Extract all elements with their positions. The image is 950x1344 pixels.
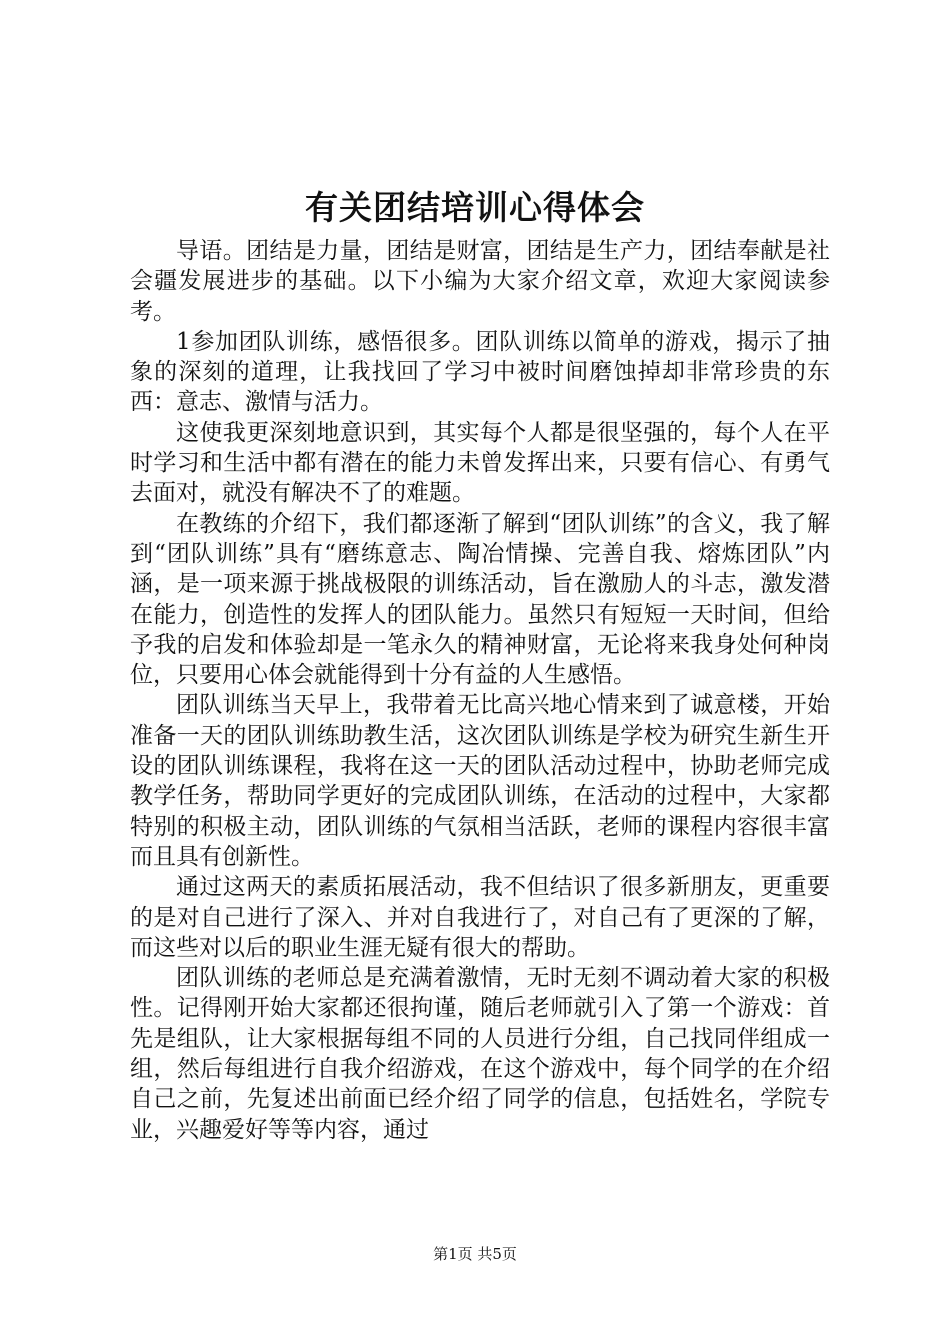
paragraph-1: 1参加团队训练，感悟很多。团队训练以简单的游戏，揭示了抽象的深刻的道理，让我找回了学习中被时间磨蚀掉却非常珍贵的东西：意志、激情与活力。 [130, 328, 830, 416]
paragraph-2: 这使我更深刻地意识到，其实每个人都是很坚强的，每个人在平时学习和生活中都有潜在的能力未曾发挥出来，只要有信心、有勇气去面对，就没有解决不了的难题。 [130, 419, 830, 507]
document-body [130, 236, 830, 1145]
paragraph-3: 在教练的介绍下，我们都逐渐了解到“团队训练”的含义，我了解到“团队训练”具有“磨练意志、陶冶情操、完善自我、熔炼团队”内涵，是一项来源于挑战极限的训练活动，旨在激励人的斗志，激发潜在能力，创造性的发挥人的团队能力。虽然只有短短一天时间，但给予我的启发和体验却是一笔永久的精神财富，无论将来我身处何种岗位，只要用心体会就能得到十分有益的人生感悟。 [130, 510, 830, 689]
paragraph-intro: 导语。团结是力量，团结是财富，团结是生产力，团结奉献是社会疆发展进步的基础。以下小编为大家介绍文章，欢迎大家阅读参考。 [130, 238, 830, 325]
paragraph-6: 团队训练的老师总是充满着激情，无时无刻不调动着大家的积极性。记得刚开始大家都还很拘谨，随后老师就引入了第一个游戏：首先是组队，让大家根据每组不同的人员进行分组，自己找同伴组成一组，然后每组进行自我介绍游戏，在这个游戏中，每个同学的在介绍自己之前，先复述出前面已经介绍了同学的信息，包括姓名，学院专业，兴趣爱好等等内容，通过 [130, 965, 830, 1143]
page-number-footer: 第1页 共5页 [433, 1245, 517, 1263]
paragraph-5: 通过这两天的素质拓展活动，我不但结识了很多新朋友，更重要的是对自己进行了深入、并对自我进行了，对自己有了更深的了解，而这些对以后的职业生涯无疑有很大的帮助。 [130, 874, 830, 961]
paragraph-4: 团队训练当天早上，我带着无比高兴地心情来到了诚意楼，开始准备一天的团队训练助教生活，这次团队训练是学校为研究生新生开设的团队训练课程，我将在这一天的团队活动过程中，协助老师完成教学任务，帮助同学更好的完成团队训练，在活动的过程中，大家都特别的积极主动，团队训练的气氛相当活跃，老师的课程内容很丰富而且具有创新性。 [130, 692, 830, 870]
page-title: 有关团结培训心得体会 [305, 188, 645, 227]
